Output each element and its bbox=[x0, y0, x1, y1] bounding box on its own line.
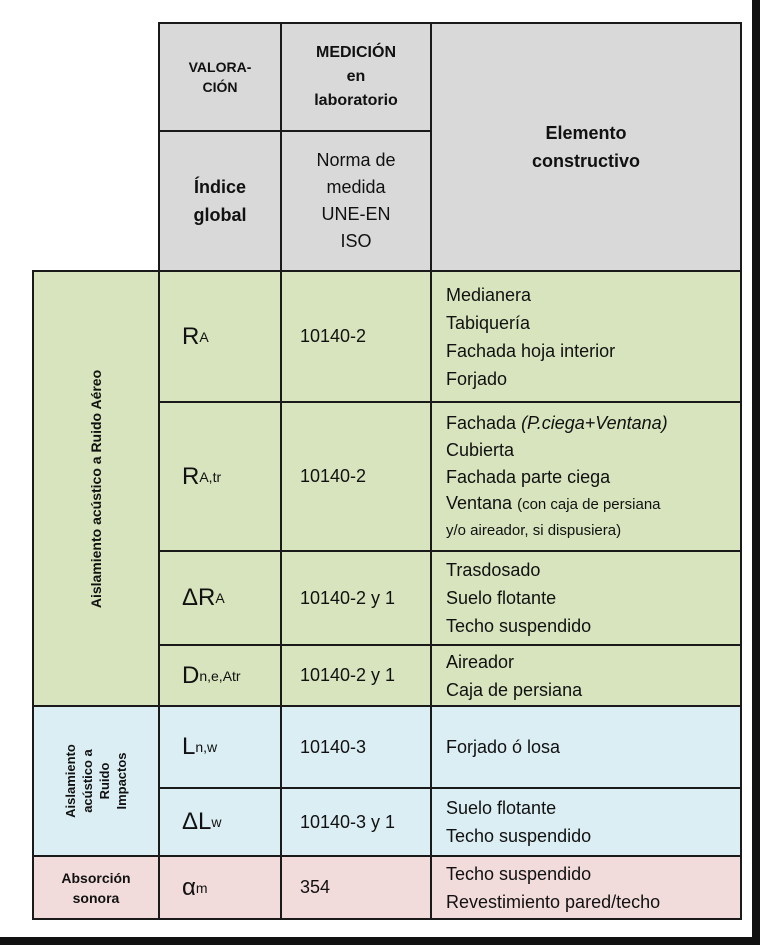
norma-cell bbox=[280, 787, 432, 857]
header-valoracion: VALORA- CIÓN bbox=[158, 22, 282, 132]
header-norma-medida: Norma de medida UNE-EN ISO bbox=[280, 130, 432, 272]
elemento-item: Medianera bbox=[446, 284, 532, 305]
elemento-item bbox=[446, 410, 740, 437]
index-cell bbox=[158, 787, 282, 857]
elemento-cell bbox=[430, 270, 742, 403]
elemento-item: Forjado bbox=[446, 368, 508, 389]
norma-value: 10140-3 y 1 bbox=[300, 811, 396, 832]
index-subscript: A bbox=[199, 328, 209, 345]
index-cell bbox=[158, 705, 282, 789]
elemento-text: Ventana bbox=[446, 493, 518, 513]
index-subscript: m bbox=[195, 879, 208, 896]
index-symbol: ΔR bbox=[182, 584, 216, 611]
index-cell bbox=[158, 644, 282, 707]
elemento-item: Suelo flotante bbox=[446, 798, 557, 818]
index-subscript: n,e,Atr bbox=[199, 667, 241, 684]
header-medicion: MEDICIÓN en laboratorio bbox=[280, 22, 432, 132]
elemento-item: Suelo flotante bbox=[446, 588, 557, 608]
elemento-item bbox=[446, 491, 740, 543]
elemento-cell bbox=[430, 705, 742, 789]
norma-cell bbox=[280, 270, 432, 403]
header-elemento-constructivo: Elemento constructivo bbox=[430, 22, 742, 272]
index-cell bbox=[158, 855, 282, 920]
norma-value: 10140-2 y 1 bbox=[300, 587, 396, 608]
frame-border-bottom bbox=[0, 937, 760, 945]
elemento-note: (con caja de persiana y/o aireador, si dispusiera) bbox=[446, 496, 661, 539]
norma-cell bbox=[280, 705, 432, 789]
index-subscript: A bbox=[215, 590, 225, 606]
index-symbol: R bbox=[182, 462, 200, 490]
index-cell bbox=[158, 550, 282, 646]
index-subscript: w bbox=[211, 814, 222, 830]
index-cell bbox=[158, 401, 282, 552]
norma-cell bbox=[280, 644, 432, 707]
elemento-item: Revestimiento pared/techo bbox=[446, 891, 661, 912]
index-symbol: α bbox=[182, 873, 196, 901]
elemento-cell bbox=[430, 855, 742, 920]
category-aislamiento-impactos: Aislamiento acústico a Ruido Impactos bbox=[32, 705, 160, 857]
elemento-item: Forjado ó losa bbox=[446, 737, 561, 757]
index-symbol: L bbox=[182, 733, 196, 760]
index-cell bbox=[158, 270, 282, 403]
elemento-cell bbox=[430, 401, 742, 552]
elemento-item: Cubierta bbox=[446, 440, 515, 460]
elemento-cell bbox=[430, 644, 742, 707]
category-absorcion-sonora: Absorción sonora bbox=[32, 855, 160, 920]
index-symbol: ΔL bbox=[182, 808, 212, 835]
elemento-item: Techo suspendido bbox=[446, 826, 592, 846]
norma-value: 354 bbox=[300, 877, 331, 897]
frame-border-right bbox=[752, 0, 760, 945]
elemento-item: Trasdosado bbox=[446, 560, 541, 580]
index-subscript: A,tr bbox=[199, 468, 222, 485]
norma-cell bbox=[280, 550, 432, 646]
index-subscript: n,w bbox=[195, 739, 218, 755]
elemento-item: Fachada parte ciega bbox=[446, 467, 611, 487]
elemento-text: Fachada bbox=[446, 413, 522, 433]
elemento-item: Techo suspendido bbox=[446, 863, 592, 884]
index-symbol: R bbox=[182, 322, 200, 350]
elemento-item: Caja de persiana bbox=[446, 679, 583, 700]
elemento-item: Aireador bbox=[446, 651, 515, 672]
norma-value: 10140-2 bbox=[300, 466, 367, 486]
index-symbol: D bbox=[182, 661, 200, 689]
norma-value: 10140-3 bbox=[300, 736, 367, 757]
elemento-item: Fachada hoja interior bbox=[446, 340, 616, 361]
elemento-item: Tabiquería bbox=[446, 312, 531, 333]
elemento-note: (P.ciega+Ventana) bbox=[521, 413, 668, 433]
elemento-item: Techo suspendido bbox=[446, 616, 592, 636]
elemento-cell bbox=[430, 787, 742, 857]
norma-value: 10140-2 bbox=[300, 326, 367, 346]
norma-cell bbox=[280, 401, 432, 552]
header-indice-global: Índice global bbox=[158, 130, 282, 272]
category-aislamiento-aereo: Aislamiento acústico a Ruido Aéreo bbox=[32, 270, 160, 707]
elemento-cell bbox=[430, 550, 742, 646]
norma-cell bbox=[280, 855, 432, 920]
norma-value: 10140-2 y 1 bbox=[300, 665, 396, 685]
